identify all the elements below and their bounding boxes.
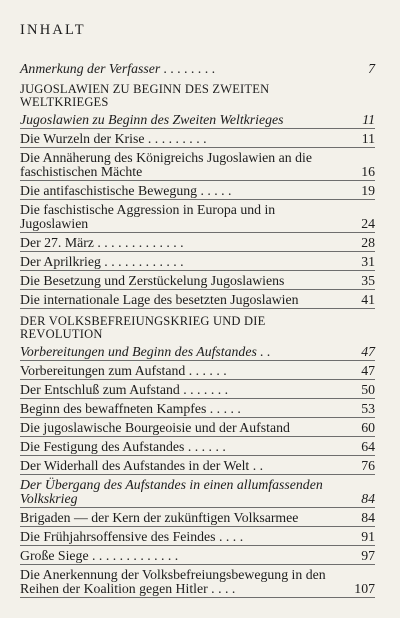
- toc-entry: [20, 345, 375, 361]
- toc-entry-title: Brigaden — der Kern der zukünftigen Volksarmee: [20, 510, 299, 525]
- toc-entry-page: 24: [361, 216, 375, 231]
- toc-heading: INHALT: [20, 22, 86, 38]
- toc-entry: [20, 440, 375, 456]
- toc-entry-page: 7: [368, 61, 375, 76]
- toc-entry-title: Die Festigung des Aufstandes . . . . . .: [20, 439, 226, 454]
- toc-entry-page: 47: [361, 363, 375, 378]
- toc-entry-page: 19: [361, 183, 375, 198]
- toc-entry-title: Der Widerhall des Aufstandes in der Welt . .: [20, 458, 264, 473]
- toc-entry-title: Die internationale Lage des besetzten Jugoslawien: [20, 292, 299, 307]
- toc-entry: [20, 549, 375, 565]
- toc-entry-title: Der 27. März . . . . . . . . . . . . .: [20, 235, 184, 250]
- toc-entry-title: Die Annäherung des Königreichs Jugoslawien an die faschistischen Mächte: [20, 150, 312, 179]
- toc-entry: [20, 274, 375, 290]
- toc-entry-title: Der Aprilkrieg . . . . . . . . . . . .: [20, 254, 184, 269]
- toc-entry-page: 50: [361, 382, 375, 397]
- toc-entry-title: Große Siege . . . . . . . . . . . . .: [20, 548, 179, 563]
- toc-entry-title: Die Anerkennung der Volksbefreiungsbewegung in den Reihen der Koalition gegen Hitler . . . .: [20, 567, 326, 596]
- toc-entry-title: Die Besetzung und Zerstückelung Jugoslawiens: [20, 273, 285, 288]
- toc-entry-title: JUGOSLAWIEN ZU BEGINN DES ZWEITEN WELTKRIEGES: [20, 82, 270, 109]
- toc-section-heading: [20, 315, 375, 342]
- toc-entry-page: 64: [361, 439, 375, 454]
- toc-entry-page: 97: [361, 548, 375, 563]
- toc-entry-title: Die antifaschistische Bewegung . . . . .: [20, 183, 232, 198]
- toc-section-heading: [20, 83, 375, 110]
- toc-entry-page: 35: [361, 273, 375, 288]
- toc-entry-page: 28: [361, 235, 375, 250]
- toc-entry-title: Die Wurzeln der Krise . . . . . . . . .: [20, 131, 207, 146]
- toc-entry-title: Vorbereitungen zum Aufstand . . . . . .: [20, 363, 227, 378]
- toc-entry: [20, 364, 375, 380]
- toc-entry-page: 60: [361, 420, 375, 435]
- toc-entry: [20, 511, 375, 527]
- toc-entry: [20, 478, 375, 508]
- toc-entry: [20, 568, 375, 598]
- toc-entry-page: 16: [361, 164, 375, 179]
- toc-entry: [20, 383, 375, 399]
- toc-entry-title: Der Entschluß zum Aufstand . . . . . . .: [20, 382, 229, 397]
- toc-entry-page: 31: [361, 254, 375, 269]
- toc-entry-page: 91: [361, 529, 375, 544]
- table-of-contents: [20, 62, 375, 601]
- toc-entry: [20, 236, 375, 252]
- toc-entry-page: 76: [361, 458, 375, 473]
- toc-entry-title: Jugoslawien zu Beginn des Zweiten Weltkrieges: [20, 112, 284, 127]
- toc-entry-page: 84: [361, 491, 375, 506]
- toc-entry: [20, 402, 375, 418]
- toc-entry-page: 11: [362, 112, 375, 127]
- toc-entry-page: 53: [361, 401, 375, 416]
- toc-entry: [20, 184, 375, 200]
- toc-entry-page: 11: [361, 131, 375, 146]
- toc-entry-title: Der Übergang des Aufstandes in einen allumfassenden Volkskrieg: [20, 477, 323, 506]
- toc-entry-page: 107: [354, 581, 375, 596]
- toc-entry-page: 41: [361, 292, 375, 307]
- toc-entry: [20, 255, 375, 271]
- toc-entry-page: 47: [361, 344, 375, 359]
- toc-entry-title: Die Frühjahrsoffensive des Feindes . . . .: [20, 529, 244, 544]
- toc-entry: [20, 113, 375, 129]
- toc-entry: [20, 459, 375, 475]
- toc-entry: [20, 151, 375, 181]
- toc-entry: [20, 421, 375, 437]
- toc-entry: [20, 293, 375, 309]
- toc-entry-title: Die faschistische Aggression in Europa und in Jugoslawien: [20, 202, 276, 231]
- toc-entry-title: Die jugoslawische Bourgeoisie und der Aufstand: [20, 420, 290, 435]
- toc-entry-page: 84: [361, 510, 375, 525]
- toc-entry: [20, 62, 375, 77]
- toc-entry: [20, 203, 375, 233]
- toc-entry-title: DER VOLKSBEFREIUNGSKRIEG UND DIE REVOLUTION: [20, 314, 266, 341]
- toc-entry-title: Vorbereitungen und Beginn des Aufstandes . .: [20, 344, 271, 359]
- toc-entry: [20, 530, 375, 546]
- toc-entry-title: Anmerkung der Verfasser . . . . . . . .: [20, 61, 216, 76]
- toc-entry-title: Beginn des bewaffneten Kampfes . . . . .: [20, 401, 241, 416]
- toc-entry: [20, 132, 375, 148]
